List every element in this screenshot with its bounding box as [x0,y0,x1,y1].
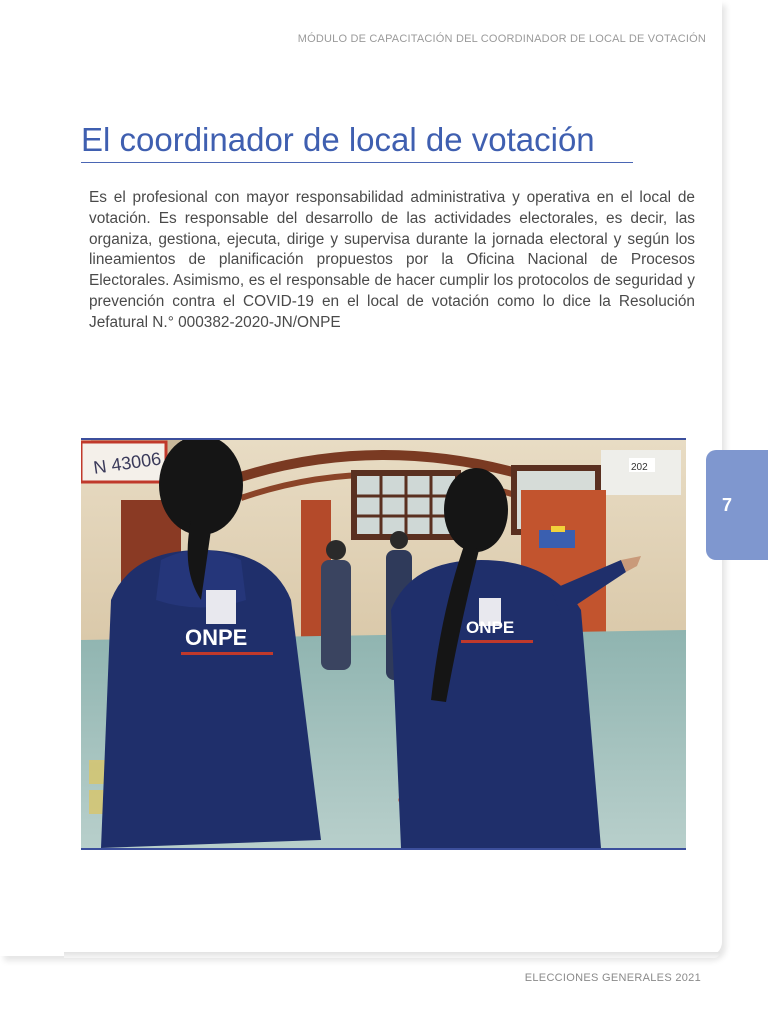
footer: ELECCIONES GENERALES 2021 [524,972,701,984]
page-number: 7 [721,494,732,515]
page-number-tab [706,450,768,560]
body-paragraph: Es el profesional con mayor responsabilidad administrativa y operativa en el local de votación. Es responsable del desarrollo de las actividades electorales, es decir, las organiza, gestiona, ejecuta, dirige y supervisa durante la jornada electoral y según los lineamientos de planificación propuestos por la Oficina Nacional de Procesos Electorales. Asimismo, es el responsable de hacer cumplir los protocolos de seguridad y prevención contra el COVID-19 en el local de votación como lo dice la Resolución Jefatural N.° 000382-2020-JN/ONPE [89,189,695,331]
sign-text: N 43006 [92,448,163,478]
running-header: MÓDULO DE CAPACITACIÓN DEL COORDINADOR DE LOCAL DE VOTACIÓN [297,33,706,45]
photo-onpe-staff [81,438,686,850]
room-number: 202 [631,462,648,473]
page-title: El coordinador de local de votación [81,120,633,163]
jacket-logo-right: ONPE [466,618,515,637]
photo-illustration [81,440,686,848]
page-shadow [64,952,720,958]
jacket-logo-left: ONPE [185,625,248,650]
